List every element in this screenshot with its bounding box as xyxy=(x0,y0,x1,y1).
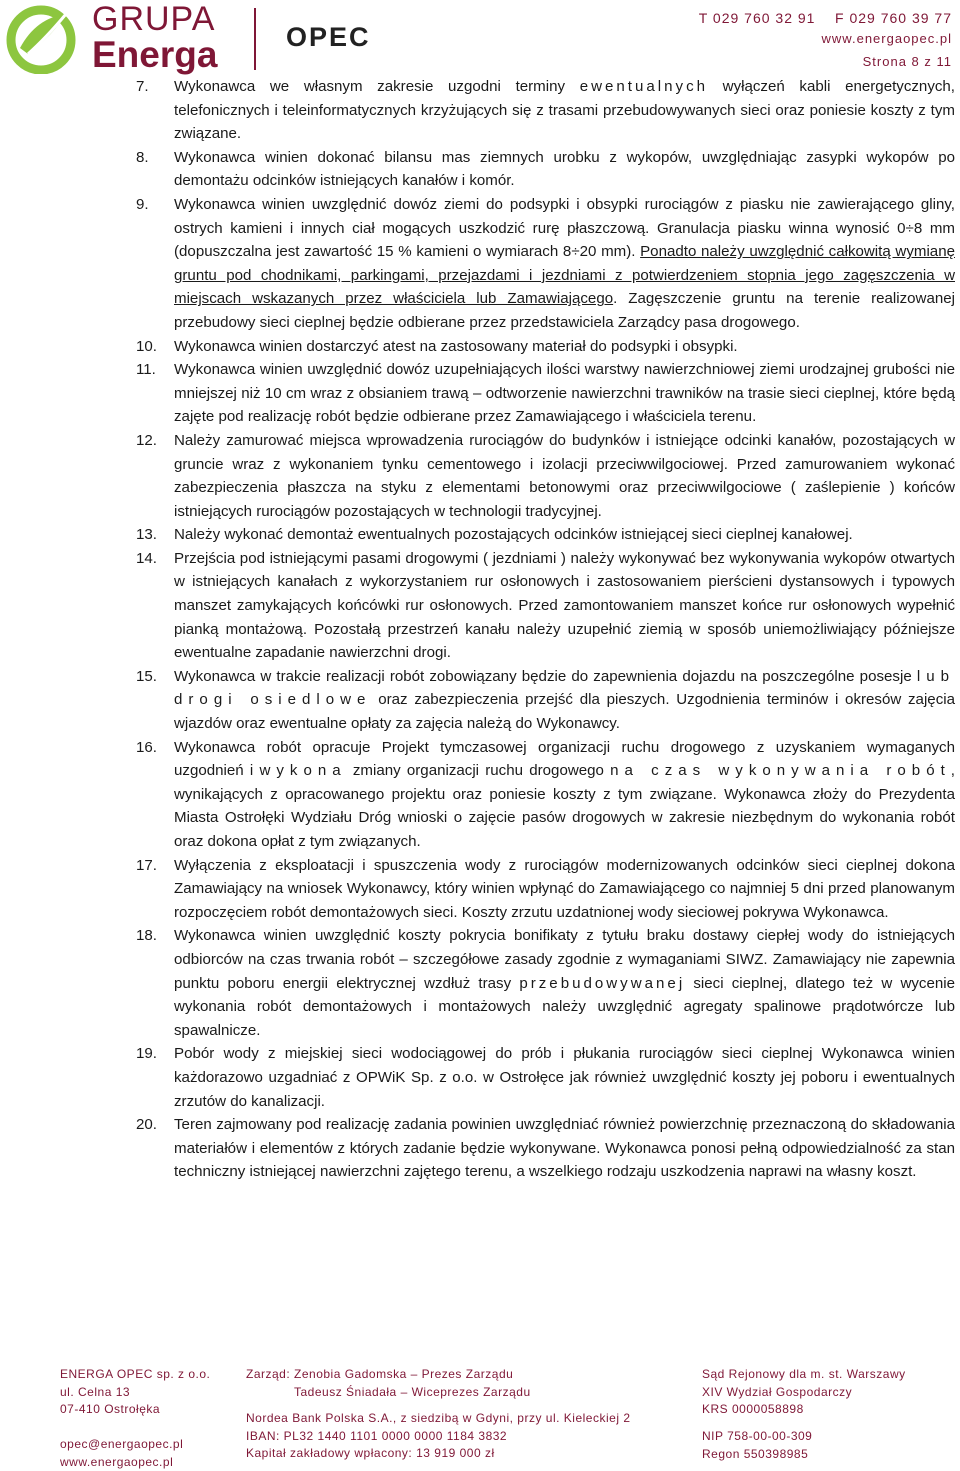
footer-court xyxy=(702,1366,906,1419)
footer-email[interactable]: opec@energaopec.pl xyxy=(60,1436,183,1454)
text-segment: Teren zajmowany pod realizację zadania powinien uwzględniać również powierzchnię przeznaczoną do składowania materiałów i elementów z których zadanie będzie wykonywane. Wykonawca ponosi pełną odpowiedzialność za stan techniczny istniejącej nawierzchni zajętego terenu, a wszelkiego rodzaju uszkodzenia naprawi na własny koszt. xyxy=(174,1116,955,1180)
footer-board xyxy=(246,1366,531,1401)
phone: T 029 760 32 91 xyxy=(699,10,816,26)
list-item-text xyxy=(174,146,955,193)
list-item xyxy=(136,523,955,547)
capital-line: Kapitał zakładowy wpłacony: 13 919 000 zł xyxy=(246,1445,631,1463)
text-segment: Wykonawca winien dostarczyć atest na zastosowany materiał do podsypki i obsypki. xyxy=(174,338,738,355)
list-item-number: 9. xyxy=(136,193,174,217)
letterhead xyxy=(0,0,960,80)
website-link[interactable]: www.energaopec.pl xyxy=(822,31,952,46)
text-segment: lub drogi osiedlowe xyxy=(174,668,955,709)
list-item-text xyxy=(174,547,955,665)
list-item xyxy=(136,193,955,335)
text-segment: Wykonawca winien uwzględnić dowóz ziemi do podsypki i obsypki rurociągów z piasku nie zawierającego gliny, ostrych kamieni i innych ciał mogących uszkodzić rurę płaszczową. Granulacja piasku winna wynosić 0÷8 mm (dopuszczalna jest zawartość 15 % kamieni o wymiarach 8÷20 mm). xyxy=(174,196,955,260)
footer-company xyxy=(60,1366,210,1419)
list-item xyxy=(136,429,955,523)
company-city: 07-410 Ostrołęka xyxy=(60,1401,210,1419)
board-line2: Tadeusz Śniadała – Wiceprezes Zarządu xyxy=(246,1384,531,1402)
text-segment: Wykonawca robót opracuje Projekt tymczasowej organizacji ruchu drogowego z uzyskaniem wymaganych uzgodnień i xyxy=(174,739,955,780)
court-line2: XIV Wydział Gospodarczy xyxy=(702,1384,906,1402)
text-segment: . Zagęszczenie gruntu na terenie realizowanej przebudowy sieci cieplnej będzie odbierane przez przedstawiciela Zarządcy pasa drogowego. xyxy=(174,290,955,331)
text-segment: Wyłączenia z eksploatacji i spuszczenia wody z rurociągów modernizowanych odcinków sieci cieplnej dokona Zamawiający na wniosek Wykonawcy, który winien wpłynąć do Zamawiającego co najmniej 5 dni przed planowanym rozpoczęciem robót demontażowych sieci. Koszty zrzutu uzdatnionej wody sieciowej pokrywa Wykonawca. xyxy=(174,857,955,921)
nip-line: NIP 758-00-00-309 xyxy=(702,1428,812,1446)
text-segment: na czas wykonywania robót xyxy=(610,762,951,779)
list-item-number: 12. xyxy=(136,429,174,453)
list-item-number: 17. xyxy=(136,854,174,878)
text-segment: Wykonawca winien uwzględnić koszty pokrycia bonifikaty z tytułu braku dostawy ciepłej wody do istniejących odbiorców na czas trwania robót – szczegółowe zasady zgodnie z wymaganiami SIWZ. Zamawiający nie zapewnia punktu poboru energii elektrycznej wzdłuż trasy xyxy=(174,927,955,991)
list-item-number: 16. xyxy=(136,736,174,760)
brand-divider xyxy=(254,8,256,70)
list-item-number: 13. xyxy=(136,523,174,547)
list-item-number: 10. xyxy=(136,335,174,359)
list-item-number: 14. xyxy=(136,547,174,571)
list-item-number: 18. xyxy=(136,924,174,948)
list-item-text xyxy=(174,1042,955,1113)
regon-line: Regon 550398985 xyxy=(702,1446,812,1464)
text-segment: Należy zamurować miejsca wprowadzenia rurociągów do budynków i istniejące odcinki kanałów, pozostających w gruncie wraz z wykonaniem tynku cementowego i izolacji przeciwwilgociowej. Przed zamurowaniem wykonać zabezpieczenia płaszcza na styku z elementami betonowymi oraz przeciwwilgociowe ( zaślepienie ) końców istniejących rurociągów pozostających w technologii tradycyjnej. xyxy=(174,432,955,520)
board-line1: Zarząd: Zenobia Gadomska – Prezes Zarządu xyxy=(246,1366,531,1384)
company-name: ENERGA OPEC sp. z o.o. xyxy=(60,1366,210,1384)
list-item-text xyxy=(174,358,955,429)
list-item xyxy=(136,1042,955,1113)
text-segment: , wynikających z opracowanego projektu oraz poniesie koszty z tym związane. Wykonawca złoży do Prezydenta Miasta Ostrołęki Wydziału Dróg wnioski o zajęcie pasów drogowych w zakresie niezbędnym do wykonania robót oraz dokona opłat z tym związanych. xyxy=(174,762,955,850)
list-item-text xyxy=(174,429,955,523)
text-segment: przebudowywanej xyxy=(519,975,685,992)
list-item-text xyxy=(174,736,955,854)
text-segment: Wykonawca w trakcie realizacji robót zobowiązany będzie do zapewnienia dojazdu na poszczególne posesje xyxy=(174,668,917,685)
list-item xyxy=(136,665,955,736)
list-item-number: 7. xyxy=(136,75,174,99)
text-segment: Wykonawca winien uwzględnić dowóz uzupełniających ilości warstwy nawierzchniowej ziemi urodzajnej grubości nie mniejszej niż 10 cm wraz z obsianiem trawą – odtworzenie nawierzchni trawników na trasie sieci cieplnej, które będą zajęte pod realizację robót będzie odbierane przez Zamawiającego i właściciela terenu. xyxy=(174,361,955,425)
bank-line: Nordea Bank Polska S.A., z siedzibą w Gdyni, przy ul. Kieleckiej 2 xyxy=(246,1410,631,1428)
text-segment: Wykonawca we własnym zakresie uzgodni terminy xyxy=(174,78,580,95)
document-body xyxy=(136,75,955,1184)
list-item xyxy=(136,924,955,1042)
krs-line: KRS 0000058898 xyxy=(702,1401,906,1419)
court-line1: Sąd Rejonowy dla m. st. Warszawy xyxy=(702,1366,906,1384)
list-item-text xyxy=(174,924,955,1042)
footer-bank xyxy=(246,1410,631,1463)
list-item-text xyxy=(174,523,955,547)
list-item-text xyxy=(174,1113,955,1184)
brand-line1: GRUPA xyxy=(92,2,217,36)
text-segment: Pobór wody z miejskiej sieci wodociągowej do prób i płukania rurociągów sieci cieplnej Wykonawca winien każdorazowo uzgadniać z OPWiK Sp. z o.o. w Ostrołęce jak również uwzględnić koszty jej poboru i ewentualnych zrzutów do kanalizacji. xyxy=(174,1045,955,1109)
list-item-number: 11. xyxy=(136,358,174,382)
list-item-number: 8. xyxy=(136,146,174,170)
text-segment: wyłączeń kabli energetycznych, telefonicznych i teleinformatycznych krzyżujących się z trasami przebudowywanych sieci oraz poniesie koszty z tym związane. xyxy=(174,78,955,142)
list-item xyxy=(136,75,955,146)
list-item xyxy=(136,547,955,665)
list-item xyxy=(136,335,955,359)
list-item-number: 19. xyxy=(136,1042,174,1066)
list-item xyxy=(136,736,955,854)
text-segment: oraz zabezpieczenia przejść dla pieszych. Uzgodnienia terminów i okresów zajęcia wjazdów oraz ewentualne opłaty za zajęcia należą do Wykonawcy. xyxy=(174,691,955,732)
list-item-text xyxy=(174,193,955,335)
footer-ids xyxy=(702,1428,812,1463)
text-segment: Wykonawca winien dokonać bilansu mas ziemnych urobku z wykopów, uwzględniając zasypki wykopów po demontażu odcinków istniejących kanałów i komór. xyxy=(174,149,955,190)
brand-sub: OPEC xyxy=(286,22,371,53)
text-segment: sieci cieplnej, dlatego też w wycenie wykonania robót demontażowych i montażowych należy uwzględnić agregaty spalinowe prądotwórcze lub spawalnicze. xyxy=(174,975,955,1039)
text-segment: Przejścia pod istniejącymi pasami drogowymi ( jezdniami ) należy wykonywać bez wykonywania wykopów otwartych w istniejących kanałach z wykorzystaniem rur osłonowych i zastosowaniem pierścieni dystansowych i typowych manszet zamykających końcówki rur osłonowych. Przed zamontowaniem manszet końce rur osłonowych wypełnić pianką montażową. Pozostałą przestrzeń kanału należy uzupełnić ziemią w sposób uniemożliwiający późniejsze ewentualne zapadanie nawierzchni drogi. xyxy=(174,550,955,661)
text-segment: Należy wykonać demontaż ewentualnych pozostających odcinków istniejącej sieci cieplnej kanałowej. xyxy=(174,526,853,543)
list-item-text xyxy=(174,335,955,359)
text-segment: zmiany organizacji ruchu drogowego xyxy=(347,762,611,779)
energa-leaf-logo-icon xyxy=(6,4,76,74)
list-item-text xyxy=(174,665,955,736)
list-item xyxy=(136,1113,955,1184)
list-item xyxy=(136,146,955,193)
list-item-number: 15. xyxy=(136,665,174,689)
fax: F 029 760 39 77 xyxy=(835,10,952,26)
list-item xyxy=(136,854,955,925)
page-number: Strona 8 z 11 xyxy=(863,54,952,69)
footer-web[interactable]: www.energaopec.pl xyxy=(60,1454,183,1471)
text-segment: wykona xyxy=(259,762,346,779)
company-street: ul. Celna 13 xyxy=(60,1384,210,1402)
list-item-text xyxy=(174,75,955,146)
brand-name xyxy=(92,2,217,74)
list-item-number: 20. xyxy=(136,1113,174,1137)
iban-line: IBAN: PL32 1440 1101 0000 0000 1184 3832 xyxy=(246,1428,631,1446)
list-item xyxy=(136,358,955,429)
text-segment: Ponadto należy uwzględnić całkowitą wymianę gruntu pod chodnikami, parkingami, przejazdami i jezdniami z potwierdzeniem stopnia jego zagęszczenia w miejscach wskazanych przez właściciela lub Zamawiającego xyxy=(174,243,955,307)
footer xyxy=(0,1360,960,1464)
contact-info xyxy=(699,8,952,49)
list-item-text xyxy=(174,854,955,925)
text-segment: ewentualnych xyxy=(580,78,708,95)
brand-line2: Energa xyxy=(92,36,217,74)
footer-contact xyxy=(60,1436,183,1471)
